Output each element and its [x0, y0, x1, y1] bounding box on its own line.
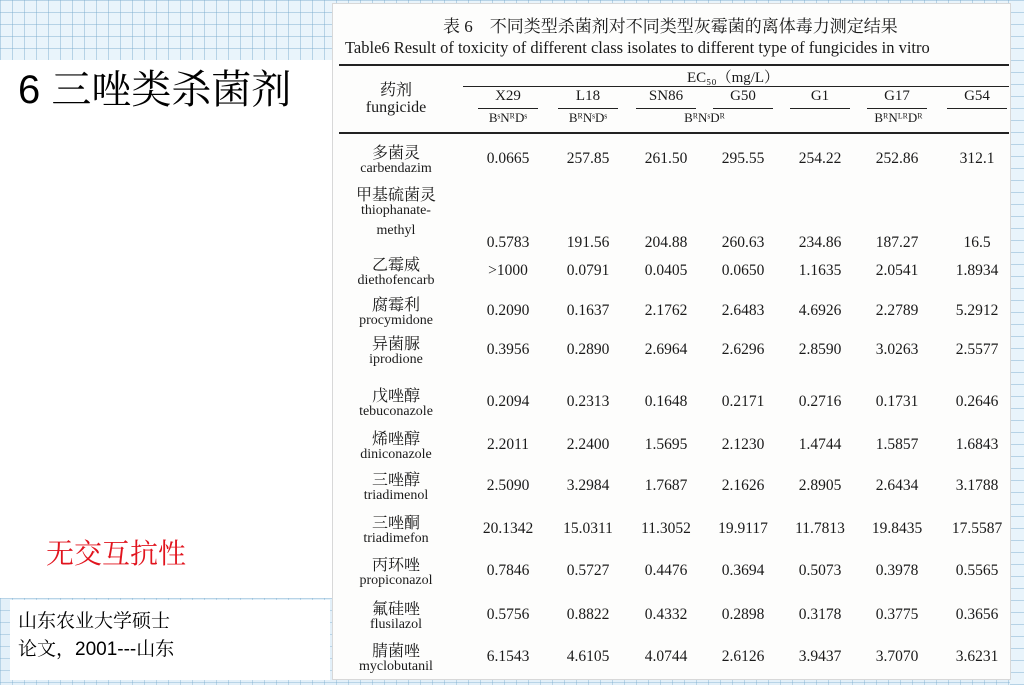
- ec50-value: 0.2313: [566, 393, 610, 410]
- fungicide-name-cn: 烯唑醇: [371, 431, 420, 448]
- fungicide-name-cn: 三唑酮: [371, 515, 420, 532]
- ec50-value: 0.3775: [875, 606, 919, 623]
- ec50-value: 0.3694: [721, 562, 765, 579]
- fungicide-name-cn: 乙霉威: [371, 257, 420, 274]
- fungicide-name-cn: 氟硅唑: [371, 601, 420, 618]
- ec50-value: 4.0744: [644, 648, 688, 665]
- ec50-value: 15.0311: [563, 520, 613, 537]
- ec50-value: 0.2898: [721, 606, 765, 623]
- ec50-value: 2.0541: [875, 262, 919, 279]
- ec50-value: 0.1731: [875, 393, 919, 410]
- ec50-value: 1.8934: [955, 262, 999, 279]
- cross-resistance-note: 无交互抗性: [46, 537, 187, 570]
- fungicide-name-cn: 戊唑醇: [371, 388, 420, 405]
- ec50-value: 0.4476: [644, 562, 688, 579]
- ec50-header: EC₅₀（mg/L）: [686, 70, 780, 86]
- fungicide-name-en: myclobutanil: [359, 659, 433, 674]
- ec50-value: 2.6483: [721, 302, 765, 319]
- table-caption-cn: 表 6 不同类型杀菌剂对不同类型灰霉菌的离体毒力测定结果: [443, 17, 898, 36]
- isolate-underline: [558, 108, 618, 109]
- ec50-value: 2.2011: [486, 436, 530, 453]
- ec50-value: 204.88: [644, 234, 688, 251]
- ec50-value: 2.2789: [875, 302, 919, 319]
- ec50-value: 1.5695: [644, 436, 688, 453]
- ec50-value: 0.0665: [486, 150, 530, 167]
- ec50-value: 234.86: [798, 234, 842, 251]
- fungicide-name-cn: 甲基硫菌灵: [355, 187, 436, 204]
- ec50-value: 257.85: [566, 150, 610, 167]
- fungicide-name-cn: 丙环唑: [371, 557, 420, 574]
- ec50-value: 0.3178: [798, 606, 842, 623]
- ec50-value: 0.5783: [486, 234, 530, 251]
- ec50-value: 0.8822: [566, 606, 610, 623]
- fungicide-name-en: triadimenol: [363, 488, 429, 503]
- ec50-value: 2.6434: [875, 477, 919, 494]
- ec50-value: 11.7813: [795, 520, 845, 537]
- isolate-underline: [947, 108, 1007, 109]
- fungicide-name-en: diniconazole: [360, 447, 432, 462]
- header-bottom-rule: [339, 132, 1009, 134]
- fungicide-name-en: thiophanate-: [361, 203, 431, 218]
- ec50-value: 17.5587: [951, 520, 1003, 537]
- ec50-value: 0.1637: [566, 302, 610, 319]
- phenotype-label: BᴿNᴸᴿDᴿ: [874, 110, 923, 125]
- ec50-value: 0.4332: [644, 606, 688, 623]
- isolate-underline: [790, 108, 850, 109]
- isolate-header: G54: [964, 88, 990, 104]
- ec50-value: 0.1648: [644, 393, 688, 410]
- ec50-value: 0.5727: [566, 562, 610, 579]
- ec50-value: 19.9117: [718, 520, 768, 537]
- ec50-value: 16.5: [963, 234, 991, 251]
- ec50-value: 3.2984: [566, 477, 610, 494]
- ec50-value: 0.2890: [566, 341, 610, 358]
- ec50-value: 2.8590: [798, 341, 842, 358]
- ec50-value: 261.50: [644, 150, 688, 167]
- fungicide-name-en: triadimefon: [363, 531, 429, 546]
- ec50-value: 11.3052: [641, 520, 691, 537]
- ec50-value: 2.5090: [486, 477, 530, 494]
- isolate-underline: [867, 108, 927, 109]
- agent-header-cn: 药剂: [379, 82, 412, 99]
- ec50-value: 3.0263: [875, 341, 919, 358]
- phenotype-label: BᴿNˢDᴿ: [684, 110, 725, 125]
- fungicide-name-en: propiconazol: [359, 573, 433, 588]
- ec50-value: 312.1: [959, 150, 995, 167]
- phenotype-label: BˢNᴿDˢ: [488, 110, 528, 125]
- ec50-value: 2.2400: [566, 436, 610, 453]
- fungicide-name-cn: 三唑醇: [371, 472, 420, 489]
- ec50-value: 0.2646: [955, 393, 999, 410]
- fungicide-name-en: carbendazim: [360, 161, 432, 176]
- ec50-value: 2.5577: [955, 341, 999, 358]
- ec50-value: 252.86: [875, 150, 919, 167]
- toxicity-table-scan: [333, 4, 1010, 679]
- ec50-value: 20.1342: [482, 520, 534, 537]
- ec50-value: 0.0405: [644, 262, 688, 279]
- table-caption-en: Table6 Result of toxicity of different class isolates to different type of fungicides in vitro: [345, 38, 930, 57]
- ec50-value: 2.1626: [721, 477, 765, 494]
- ec50-value: 0.2171: [721, 393, 765, 410]
- ec50-value: 0.0791: [566, 262, 610, 279]
- isolate-header: X29: [495, 88, 521, 104]
- ec50-value: 1.7687: [644, 477, 688, 494]
- ec50-value: 2.1762: [644, 302, 688, 319]
- isolate-header: G17: [884, 88, 910, 104]
- fungicide-name-en: methyl: [376, 223, 416, 238]
- ec50-value: 2.6126: [721, 648, 765, 665]
- ec50-value: 0.2716: [798, 393, 842, 410]
- ec50-value: 0.7846: [486, 562, 530, 579]
- phenotype-label: BᴿNˢDˢ: [568, 110, 608, 125]
- agent-header-en: fungicide: [365, 99, 427, 116]
- fungicide-name-cn: 腈菌唑: [371, 643, 420, 660]
- ec50-value: 6.1543: [486, 648, 530, 665]
- isolate-header: L18: [575, 88, 601, 104]
- ec50-value: 2.1230: [721, 436, 765, 453]
- ec50-value: 1.5857: [875, 436, 919, 453]
- isolate-underline: [478, 108, 538, 109]
- ec50-value: 187.27: [875, 234, 919, 251]
- ec50-value: 4.6926: [798, 302, 842, 319]
- ec50-value: 19.8435: [871, 520, 923, 537]
- source-line-1: 山东农业大学硕士: [18, 611, 171, 632]
- isolate-header: G1: [810, 88, 830, 104]
- fungicide-name-cn: 多菌灵: [371, 145, 420, 162]
- ec50-value: 1.4744: [798, 436, 842, 453]
- ec50-value: 0.5073: [798, 562, 842, 579]
- ec50-value: 2.6964: [644, 341, 688, 358]
- fungicide-name-en: flusilazol: [369, 617, 423, 632]
- ec50-value: 2.6296: [721, 341, 765, 358]
- fungicide-name-en: diethofencarb: [357, 273, 435, 288]
- ec50-value: 3.7070: [875, 648, 919, 665]
- ec50-value: 0.3656: [955, 606, 999, 623]
- fungicide-name-en: tebuconazole: [359, 404, 433, 419]
- ec50-value: 0.3978: [875, 562, 919, 579]
- ec50-value: >1000: [488, 262, 528, 279]
- ec50-value: 0.2094: [486, 393, 530, 410]
- fungicide-name-en: procymidone: [359, 313, 433, 328]
- fungicide-name-cn: 异菌脲: [371, 336, 420, 353]
- ec50-value: 3.6231: [955, 648, 999, 665]
- ec50-value: 3.9437: [798, 648, 842, 665]
- ec50-value: 254.22: [798, 150, 842, 167]
- ec50-value: 0.5756: [486, 606, 530, 623]
- ec50-value: 260.63: [721, 234, 765, 251]
- ec50-value: 0.2090: [486, 302, 530, 319]
- slide-grid-right: [1010, 0, 1024, 685]
- ec50-value: 4.6105: [566, 648, 610, 665]
- ec50-rule: [463, 86, 1009, 87]
- ec50-value: 1.6843: [955, 436, 999, 453]
- slide-title: 6 三唑类杀菌剂: [18, 68, 292, 112]
- ec50-value: 1.1635: [798, 262, 842, 279]
- source-line-2: 论文，2001---山东: [18, 639, 175, 660]
- ec50-value: 295.55: [721, 150, 765, 167]
- ec50-value: 5.2912: [955, 302, 999, 319]
- isolate-header: SN86: [648, 88, 684, 104]
- isolate-underline: [713, 108, 773, 109]
- ec50-value: 191.56: [566, 234, 610, 251]
- ec50-value: 0.5565: [955, 562, 999, 579]
- isolate-header: G50: [730, 88, 756, 104]
- ec50-value: 0.0650: [721, 262, 765, 279]
- ec50-value: 2.8905: [798, 477, 842, 494]
- fungicide-name-cn: 腐霉利: [371, 297, 420, 314]
- ec50-value: 0.3956: [486, 341, 530, 358]
- isolate-underline: [636, 108, 696, 109]
- ec50-value: 3.1788: [955, 477, 999, 494]
- fungicide-name-en: iprodione: [369, 352, 423, 367]
